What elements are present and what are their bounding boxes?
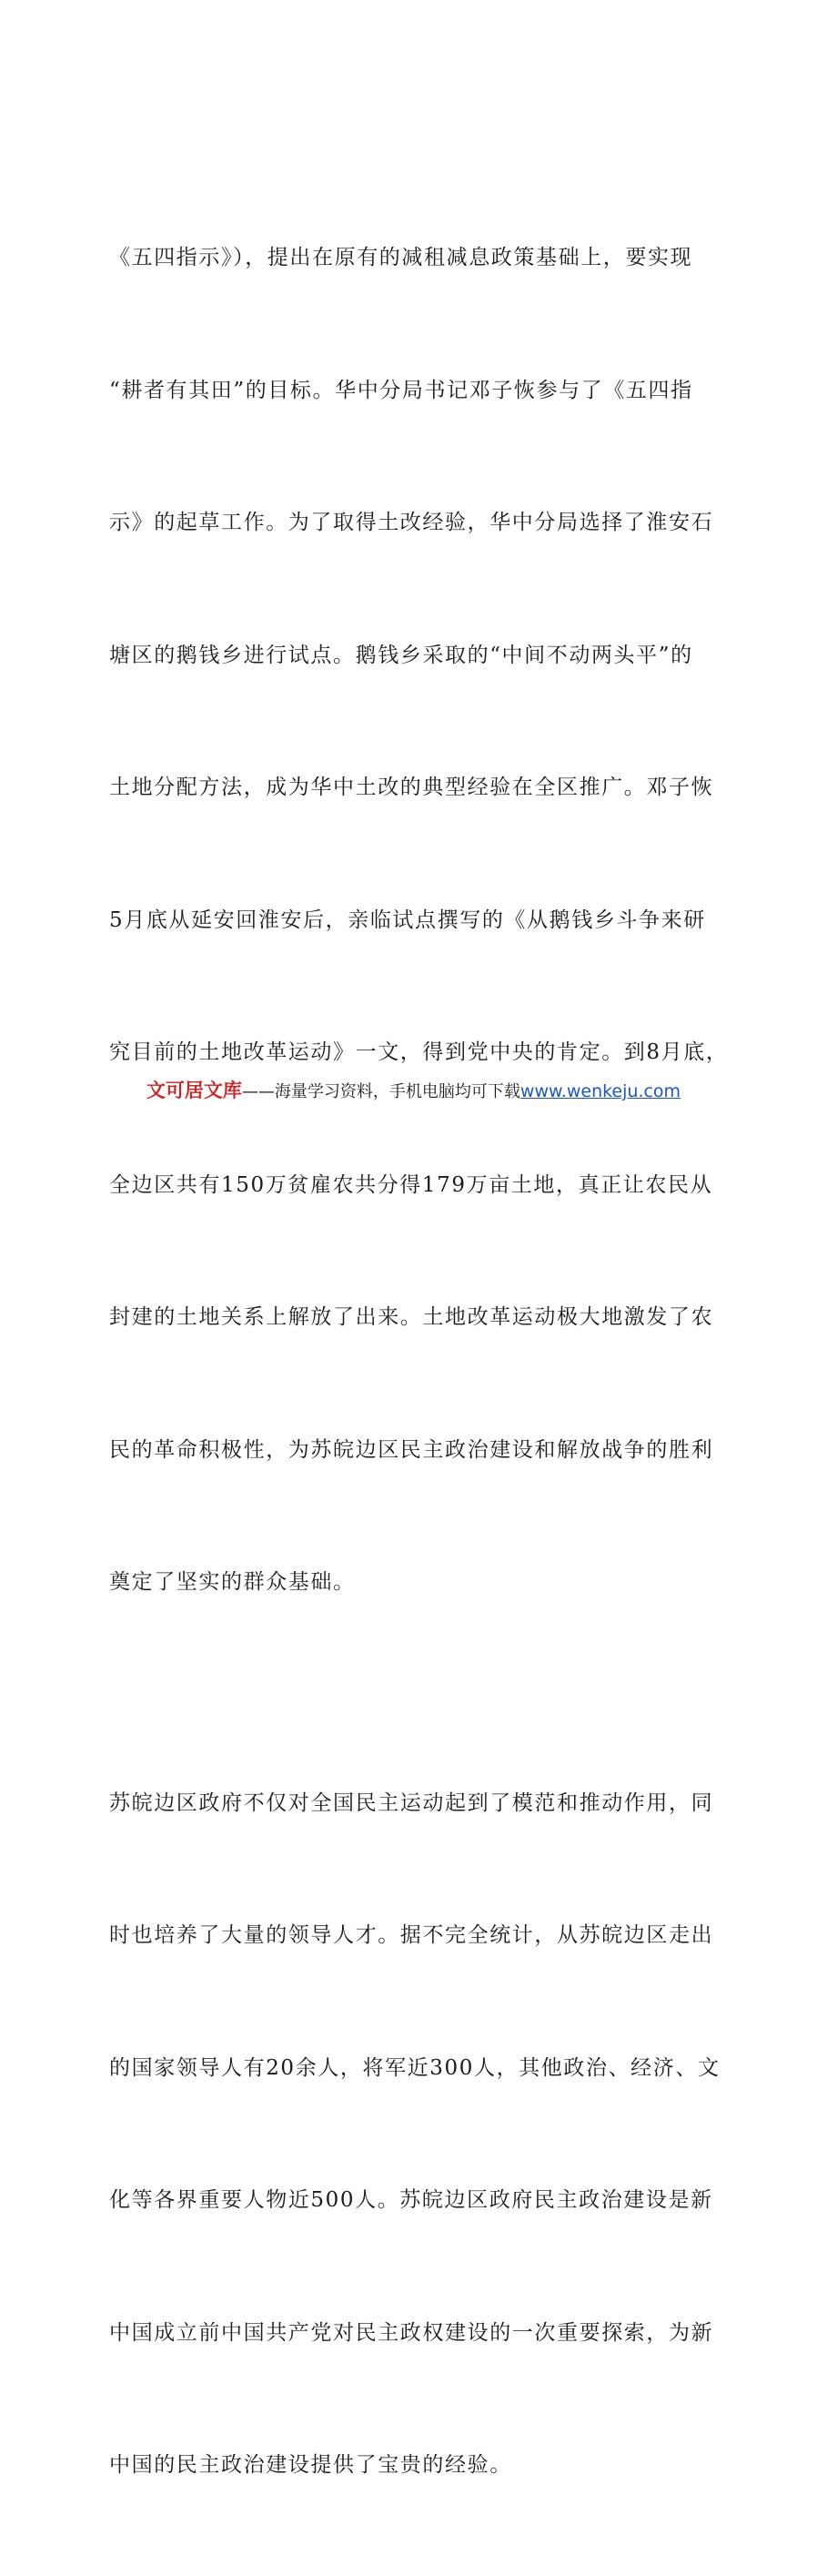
text-line: 土地分配方法，成为华中土改的典型经验在全区推广。邓子恢 — [109, 776, 714, 799]
text-line: 的国家领导人有20余人，将军近300人，其他政治、经济、文 — [109, 2055, 721, 2080]
text-line: 《五四指示》），提出在原有的减租减息政策基础上，要实现 — [109, 246, 693, 269]
text-line: 究目前的土地改革运动》一文，得到党中央的肯定。到8月底， — [109, 1040, 729, 1064]
text-line: 中国的民主政治建设提供了宝贵的经验。 — [109, 2453, 512, 2477]
text-line: 5月底从延安回淮安后，亲临试点撰写的《从鹅钱乡斗争来研 — [109, 908, 706, 932]
text-line: 中国成立前中国共产党对民主政权建设的一次重要探索，为新 — [109, 2320, 714, 2345]
text-line: 示》的起草工作。为了取得土改经验，华中分局选择了淮安石 — [109, 511, 714, 534]
text-line: 全边区共有150万贫雇农共分得179万亩土地，真正让农民从 — [109, 1172, 713, 1197]
text-line: 苏皖边区政府不仅对全国民主运动起到了模范和推动作用，同 — [109, 1790, 714, 1815]
text-line: “耕者有其田”的目标。华中分局书记邓子恢参与了《五四指 — [109, 378, 693, 402]
paragraph-land-reform — [109, 147, 737, 1693]
footer-tagline: ——海量学习资料，手机电脑均可下载 — [241, 1082, 520, 1101]
text-line: 化等各界重要人物近500人。苏皖边区政府民主政治建设是新 — [109, 2188, 713, 2212]
text-line: 奠定了坚实的群众基础。 — [109, 1570, 356, 1594]
document-body — [109, 147, 737, 2576]
text-line: 封建的土地关系上解放了出来。土地改革运动极大地激发了农 — [109, 1305, 714, 1329]
text-line: 塘区的鹅钱乡进行试点。鹅钱乡采取的“中间不动两头平”的 — [109, 643, 693, 667]
footer-site-link[interactable]: www.wenkeju.com — [519, 1081, 681, 1101]
paragraph-leadership — [109, 1693, 737, 2576]
text-line: 民的革命积极性，为苏皖边区民主政治建设和解放战争的胜利 — [109, 1437, 714, 1462]
text-line: 时也培养了大量的领导人才。据不完全统计，从苏皖边区走出 — [109, 1923, 714, 1947]
footer-brand: 文可居文库 — [146, 1080, 242, 1101]
page-footer — [0, 1076, 827, 1103]
